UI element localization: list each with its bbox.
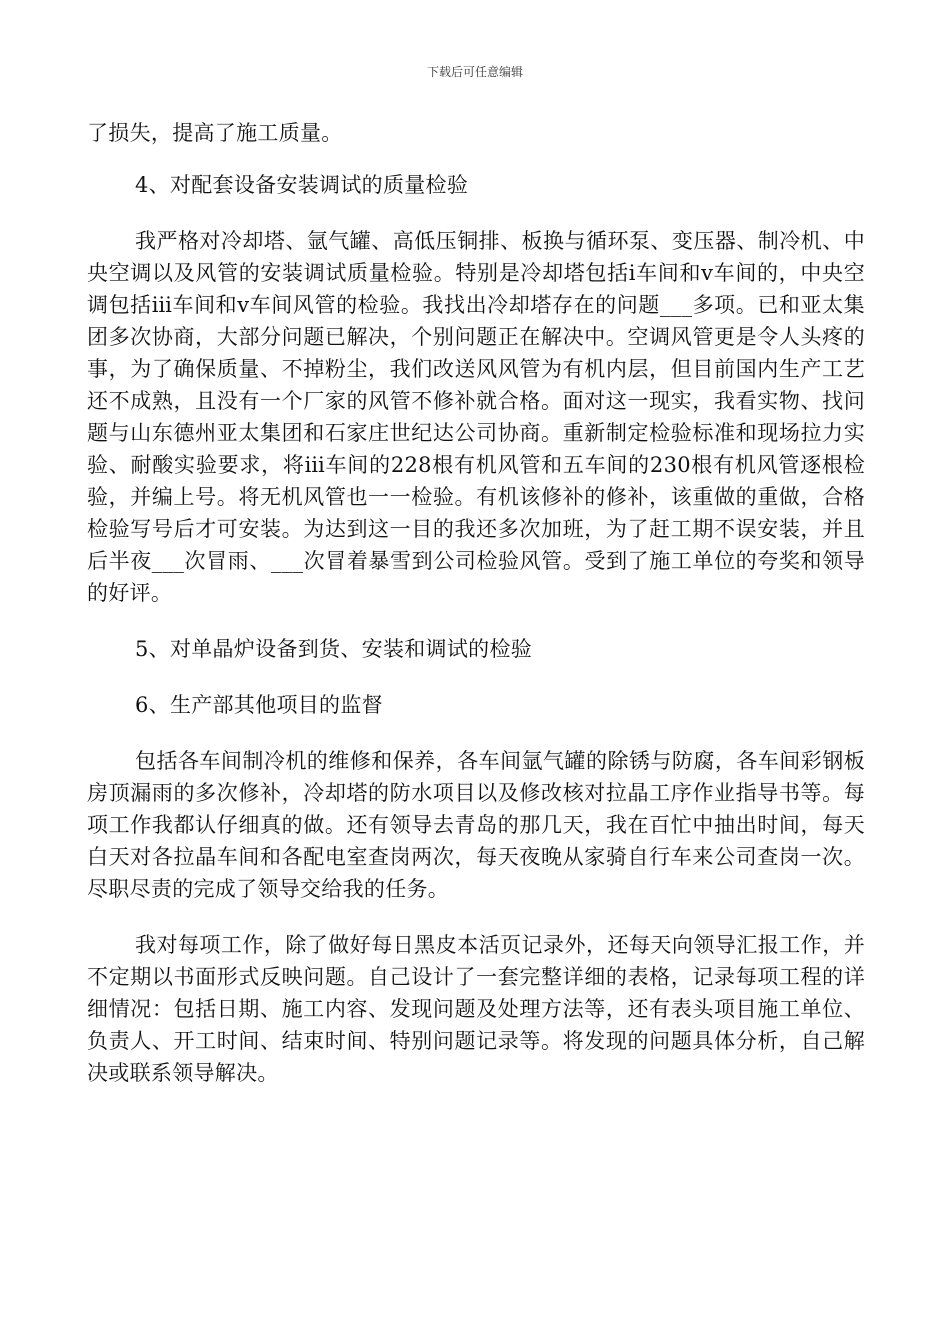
paragraph-equipment-inspection: 我严格对冷却塔、氩气罐、高低压铜排、板换与循环泵、变压器、制冷机、中央空调以及风管的安装调试质量检验。特别是冷却塔包括ⅰ车间和ⅴ车间的，中央空调包括ⅲ车间和ⅴ车间风管的检验。我找出冷却塔存在的问题___多项。已和亚太集团多次协商，大部分问题已解决，个别问题正在解决中。空调风管更是令人头疼的事，为了确保质量、不掉粉尘，我们改送风风管为有机内层，但目前国内生产工艺还不成熟，且没有一个厂家的风管不修补就合格。面对这一现实，我看实物、找问题与山东德州亚太集团和石家庄世纪达公司协商。重新制定检验标准和现场拉力实验、耐酸实验要求，将ⅲ车间的228根有机风管和五车间的230根有机风管逐根检验，并编上号。将无机风管也一一检验。有机该修补的修补，该重做的重做，合格检验写号后才可安装。为达到这一目的我还多次加班，为了赶工期不误安装，并且后半夜___次冒雨、___次冒着暴雪到公司检验风管。受到了施工单位的夸奖和领导的好评。 <box>87 229 865 605</box>
page-header: 下载后可任意编辑 <box>426 65 523 79</box>
section-heading-6: 6、生产部其他项目的监督 <box>135 693 383 717</box>
paragraph-daily-records: 我对每项工作，除了做好每日黑皮本活页记录外，还每天向领导汇报工作，并不定期以书面形式反映问题。自己设计了一套完整详细的表格，记录每项工程的详细情况：包括日期、施工内容、发现问题及处理方法等，还有表头项目施工单位、负责人、开工时间、结束时间、特别问题记录等。将发现的问题具体分析，自己解决或联系领导解决。 <box>87 933 865 1085</box>
section-heading-4: 4、对配套设备安装调试的质量检验 <box>135 173 469 197</box>
document-body <box>87 117 865 1089</box>
section-heading-5: 5、对单晶炉设备到货、安装和调试的检验 <box>135 637 533 661</box>
paragraph-continuation: 了损失，提高了施工质量。 <box>87 121 343 145</box>
paragraph-other-projects: 包括各车间制冷机的维修和保养，各车间氩气罐的除锈与防腐，各车间彩钢板房顶漏雨的多次修补，冷却塔的防水项目以及修改核对拉晶工序作业指导书等。每项工作我都认仔细真的做。还有领导去青岛的那几天，我在百忙中抽出时间，每天白天对各拉晶车间和各配电室查岗两次，每天夜晚从家骑自行车来公司查岗一次。尽职尽责的完成了领导交给我的任务。 <box>87 749 865 901</box>
